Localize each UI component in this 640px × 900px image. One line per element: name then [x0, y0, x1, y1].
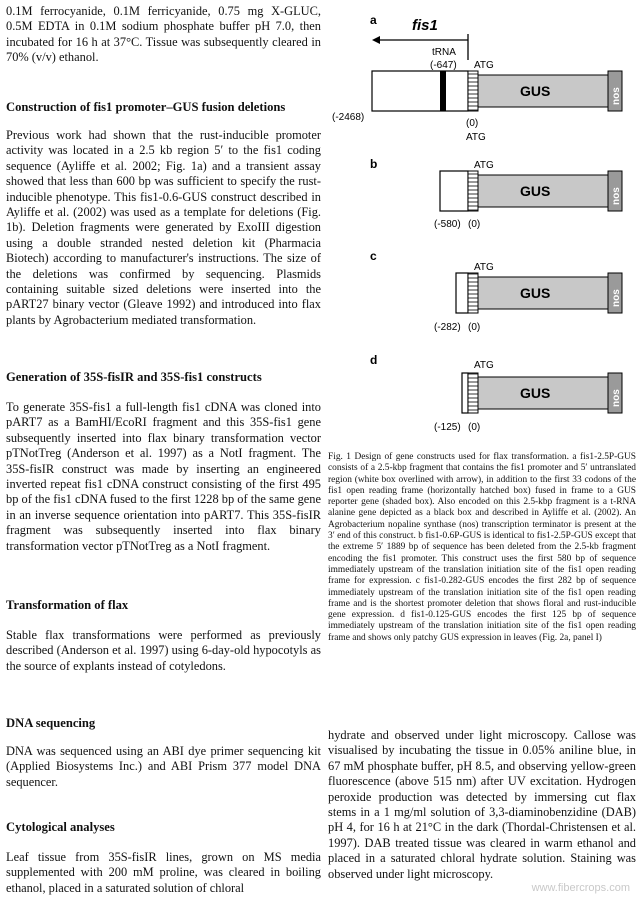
- gus-label-c: GUS: [520, 285, 551, 301]
- orf-hatch-b: [468, 171, 478, 211]
- nos-label-b: nos: [611, 187, 622, 205]
- atg-label-c: ATG: [474, 262, 494, 273]
- start-label-c: (-282): [434, 322, 461, 333]
- nos-label-d: nos: [611, 389, 622, 407]
- paragraph-generation: To generate 35S-fis1 a full-length fis1 cDNA was cloned into pART7 as a BamHI/EcoRI fragment and this 35S-fis1 gene subsequently inserted into flax binary transformation vector pTNotTreg (Anderson et al. 1997) as a NotI fragment. The 35S-fisIR construct was made by inserting an engineered inverted repeat fis1 cDNA construct consisting of the first 495 bp of the fis1 cDNA fused to the first 1228 bp of the same gene in an inverse sequence orientation into pART7. This 35S-fisIR fragment was subsequently inserted into flax binary transformation vector pTNotTreg as a NotI fragment.: [6, 400, 321, 553]
- paragraph-continuation: hydrate and observed under light microscopy. Callose was visualised by incubating the tissue in 0.05% aniline blue, in 67 mM phosphate buffer, pH 8.5, and observing yellow-green fluorescence (above 515 nm) after UV excitation. Hydrogen peroxide production was detected by immersing cut flax stems in a 1 mg/ml solution of 3,3-diaminobenzidine (DAB) pH 4, for 16 h at 21°C in the dark (Thordal-Christensen et al. 1997). DAB treated tissue was cleared in warm ethanol and placed in a saturated chloral hydrate solution. Staining was observed under light microscopy.: [328, 728, 636, 881]
- start-label-d: (-125): [434, 422, 461, 433]
- atg-label-a: ATG: [474, 60, 494, 71]
- promoter-box-c: [456, 273, 468, 313]
- panel-label-c: c: [370, 249, 377, 263]
- panel-label-b: b: [370, 157, 378, 171]
- fis1-label: fis1: [412, 17, 438, 34]
- gus-label-b: GUS: [520, 183, 551, 199]
- orf-hatch-a: [468, 71, 478, 111]
- zero-label-b: (0): [468, 219, 481, 230]
- nos-label-c: nos: [611, 289, 622, 307]
- promoter-box-d: [462, 373, 468, 413]
- orf-hatch-c: [468, 273, 478, 313]
- nos-label-a: nos: [611, 87, 622, 105]
- zero-label-c: (0): [468, 322, 481, 333]
- gus-label-a: GUS: [520, 83, 551, 99]
- heading-dna-sequencing: DNA sequencing: [6, 716, 96, 730]
- panel-label-a: a: [370, 13, 377, 27]
- zero-label-d: (0): [468, 422, 481, 433]
- promoter-box-b: [440, 171, 468, 211]
- paragraph-transformation: Stable flax transformations were performed as previously described (Anderson et al. 1997) using 6-day-old hypocotyls as the source of explants instead of cotyledons.: [6, 628, 321, 673]
- orf-hatch-d: [468, 373, 478, 413]
- heading-cytological: Cytological analyses: [6, 820, 115, 834]
- start-label-a: (-2468): [332, 112, 365, 123]
- fis1-arrow-head: [372, 36, 380, 44]
- atg-label-b: ATG: [474, 160, 494, 171]
- zero-label-a: (0): [466, 118, 479, 129]
- heading-generation: Generation of 35S-fisIR and 35S-fis1 constructs: [6, 370, 262, 384]
- atg-label-d: ATG: [474, 360, 494, 371]
- trna-box: [440, 71, 446, 111]
- heading-transformation: Transformation of flax: [6, 598, 129, 612]
- figure-1: [328, 8, 636, 444]
- promoter-box-a: [372, 71, 468, 111]
- heading-construction: Construction of fis1 promoter–GUS fusion deletions: [6, 100, 286, 114]
- paragraph-dna-sequencing: DNA was sequenced using an ABI dye primer sequencing kit (Applied Biosystems Inc.) and ABI Prism 377 model DNA sequencer.: [6, 744, 321, 789]
- paragraph-construction: Previous work had shown that the rust-inducible promoter activity was located in a 2.5 kb region 5′ to the fis1 coding sequence (Ayliffe et al. 2002; Fig. 1a) and a transient assay showed that less than 600 bp was sufficient to specify the rust-inducible phenotype. This fis1-0.6-GUS construct described in Ayliffe et al. (2002) was used as a template for deletions (Fig. 1b). Deletion fragments were generated by ExoIII digestion using a double stranded nested deletion kit (Pharmacia Biotech) according to manufacturer's instructions. The size of the deletions was confirmed by sequencing. Plasmids containing suitable sized deletions were inserted into the pART27 binary vector (Gleave 1992) and introduced into flax plants by Agrobacterium mediated transformation.: [6, 128, 321, 327]
- trna-position: (-647): [430, 60, 457, 71]
- watermark: www.fibercrops.com: [531, 882, 630, 894]
- atg-bottom-label-a: ATG: [466, 132, 486, 143]
- panel-label-d: d: [370, 353, 378, 367]
- start-label-b: (-580): [434, 219, 461, 230]
- trna-label: tRNA: [432, 47, 456, 58]
- gus-label-d: GUS: [520, 385, 551, 401]
- paragraph-intro: 0.1M ferrocyanide, 0.1M ferricyanide, 0.75 mg X-GLUC, 0.5M EDTA in 0.1M sodium phosphate buffer pH 7.0, then incubated for 16 h at 37°C. Tissue was subsequently cleared in 70% (v/v) ethanol.: [6, 4, 321, 65]
- paragraph-cytological: Leaf tissue from 35S-fisIR lines, grown on MS media supplemented with 200 mM proline, was cleared in boiling ethanol, placed in a saturated solution of chloral: [6, 850, 321, 895]
- figure-caption: Fig. 1 Design of gene constructs used for flax transformation. a fis1-2.5P-GUS consists of a 2.5-kbp fragment that contains the fis1 promoter and 5′ untranslated region (white box overlined with arrow), in addition to the first 33 codons of the fis1 open reading frame (horizontally hatched box) fused in frame to a GUS reporter gene (shaded box). Also encoded on this 2.5-kbp fragment is a t-RNA alanine gene depicted as a black box and described in Ayliffe et al. (2002). An Agrobacterium nopaline synthase (nos) transcription terminator is present at the 3′ end of this construct. b fis1-0.6P-GUS is identical to fis1-2.5P-GUS except that the extreme 5′ 1889 bp of sequence has been deleted from the 2.5-kb fragment encoding the fis1 promoter. This construct uses the first 580 bp of sequence immediately upstream of the translation initiation site of the fis1 open reading frame for expression. c fis1-0.282-GUS encodes the first 282 bp of sequence immediately upstream of the translation initiation site of the fis1 open reading frame and is the shortest promoter deletion that shows floral and rust-inducible gene expression. d fis1-0.125-GUS encodes the first 125 bp of sequence immediately upstream of the translation initiation site of the fis1 open reading frame and shows only patchy GUS expression in leaves (Fig. 2a, panel I): [328, 452, 636, 643]
- gene-construct-diagram: [328, 8, 636, 444]
